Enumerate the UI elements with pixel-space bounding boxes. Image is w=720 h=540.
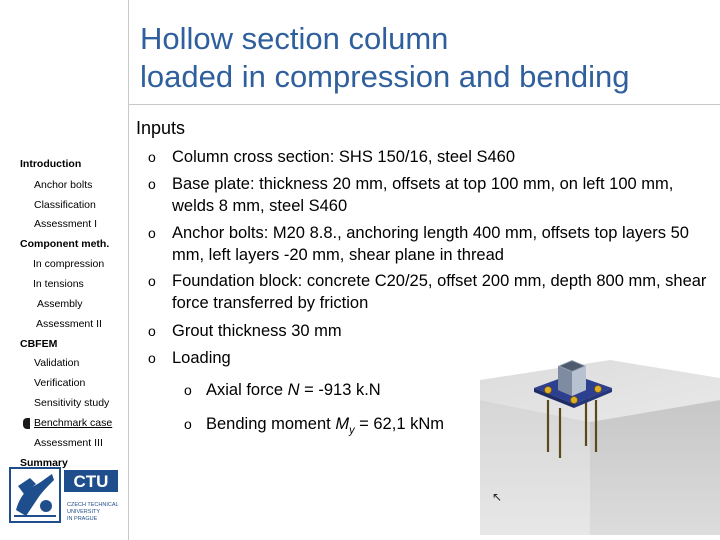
bullet-text: Anchor bolts: M20 8.8., anchoring length 400 mm, offsets top layers 50 mm, left layers -20 mm, shear plane in thread xyxy=(172,224,689,264)
bullet-text: Loading xyxy=(172,349,231,367)
title-line-1: Hollow section column xyxy=(140,21,449,56)
nav-item-in-compression[interactable]: In compression xyxy=(33,258,105,270)
bullet-marker: o xyxy=(148,225,156,241)
moment-symbol: M xyxy=(335,415,350,433)
nav-item-benchmark-case[interactable]: Benchmark case xyxy=(34,417,113,429)
title-line-2: loaded in compression and bending xyxy=(140,59,630,94)
nav-item-assessment-3[interactable]: Assessment III xyxy=(34,437,103,449)
bullet-marker: o xyxy=(148,273,156,289)
moment-value: = 62,1 kNm xyxy=(354,415,444,433)
bullet-text: Column cross section: SHS 150/16, steel S460 xyxy=(172,148,516,166)
nav-item-component-method[interactable]: Component meth. xyxy=(20,238,110,250)
sidebar-divider xyxy=(128,0,129,540)
active-marker-icon xyxy=(23,418,30,429)
nav-item-classification[interactable]: Classification xyxy=(34,199,96,211)
nav-item-validation[interactable]: Validation xyxy=(34,357,80,369)
title-divider xyxy=(128,104,720,105)
nav-item-assembly[interactable]: Assembly xyxy=(37,298,83,310)
ctu-emblem-icon xyxy=(8,466,120,526)
nav-item-verification[interactable]: Verification xyxy=(34,377,86,389)
column-base-figure xyxy=(460,360,720,535)
nav-item-assessment-1[interactable]: Assessment I xyxy=(34,218,98,230)
inputs-heading: Inputs xyxy=(136,118,186,138)
bullet-text: Base plate: thickness 20 mm, offsets at top 100 mm, on left 100 mm, welds 8 mm, steel S460 xyxy=(172,175,674,215)
nav-item-summary[interactable]: Summary xyxy=(20,457,68,469)
nav-item-anchor-bolts[interactable]: Anchor bolts xyxy=(34,179,93,191)
axial-symbol: N xyxy=(287,381,300,399)
axial-value: = -913 k.N xyxy=(299,381,381,399)
moment-subscript: y xyxy=(349,424,355,437)
slide-title xyxy=(140,20,715,96)
logo-ctu-text: CTU xyxy=(73,472,109,491)
cursor-icon: ↖ xyxy=(492,490,503,504)
bullet-marker: o xyxy=(184,382,192,398)
bullet-marker: o xyxy=(184,416,192,432)
nav-item-introduction[interactable]: Introduction xyxy=(20,158,82,170)
logo-line-3: IN PRAGUE xyxy=(67,516,98,522)
bullet-marker: o xyxy=(148,149,156,165)
logo-line-1: CZECH TECHNICAL xyxy=(67,502,119,508)
bullet-marker: o xyxy=(148,350,156,366)
nav-item-sensitivity-study[interactable]: Sensitivity study xyxy=(34,397,110,409)
bullet-marker: o xyxy=(148,176,156,192)
axial-label: Axial force xyxy=(206,381,288,399)
bullet-text: Grout thickness 30 mm xyxy=(172,322,342,340)
nav-item-cbfem[interactable]: CBFEM xyxy=(20,338,58,350)
bullet-text: Foundation block: concrete C20/25, offset 200 mm, depth 800 mm, shear force transferred by friction xyxy=(172,272,707,312)
ctu-logo xyxy=(8,466,120,526)
logo-line-2: UNIVERSITY xyxy=(67,509,101,515)
bullet-marker: o xyxy=(148,323,156,339)
column-base-render-icon xyxy=(460,360,720,535)
moment-label: Bending moment xyxy=(206,415,336,433)
nav-item-assessment-2[interactable]: Assessment II xyxy=(36,318,102,330)
nav-item-in-tensions[interactable]: In tensions xyxy=(33,278,84,290)
